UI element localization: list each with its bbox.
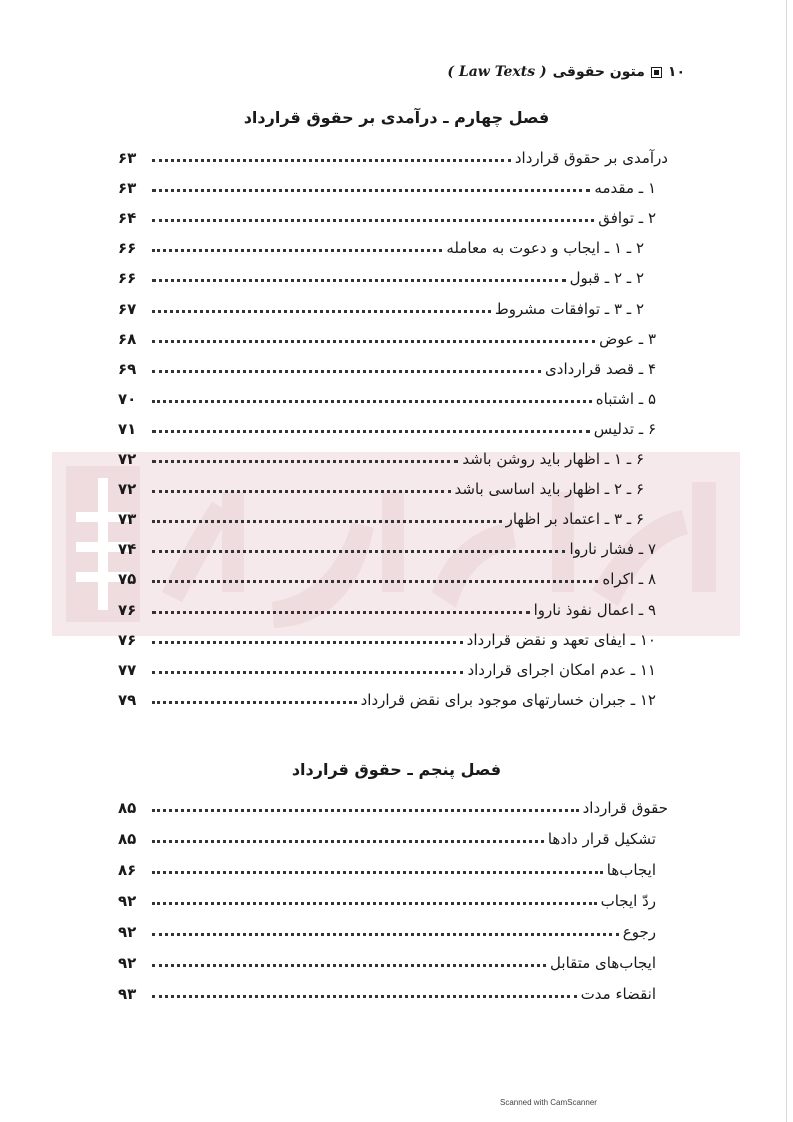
toc-entry-page: ۷۱ bbox=[118, 419, 137, 438]
toc-entry-page: ۷۵ bbox=[118, 570, 137, 589]
toc-entry-title: ایجاب‌های متقابل bbox=[550, 954, 656, 972]
toc-entry-title: ۱۲ ـ جبران خسارتهای موجود برای نقض قرارداد bbox=[360, 690, 656, 709]
toc-entry-page: ۹۳ bbox=[118, 985, 137, 1003]
dot-leader bbox=[152, 370, 541, 373]
toc-entry bbox=[118, 230, 668, 260]
toc-entry-title: حقوق قرارداد bbox=[582, 799, 668, 817]
dot-leader bbox=[152, 249, 442, 252]
toc-entry-page: ۷۶ bbox=[118, 630, 137, 649]
toc-entry-title: تشکیل قرار دادها bbox=[547, 830, 656, 848]
toc-entry bbox=[118, 883, 668, 913]
toc-entry-title: ۱۱ ـ عدم امکان اجرای قرارداد bbox=[467, 660, 656, 679]
dot-leader bbox=[152, 611, 530, 614]
toc-entry bbox=[118, 914, 668, 944]
book-title-english: ( Law Texts ) bbox=[447, 64, 547, 80]
dot-leader bbox=[152, 189, 590, 192]
toc-entry-title: ۲ ـ ۳ ـ توافقات مشروط bbox=[494, 299, 644, 318]
toc-entry bbox=[118, 200, 668, 230]
toc-entry-title: ۲ ـ ۲ ـ قبول bbox=[569, 269, 644, 288]
toc-entry-title: ۱۰ ـ ایفای تعهد و نقض قرارداد bbox=[466, 630, 656, 649]
toc-entry-title: درآمدی بر حقوق قرارداد bbox=[514, 149, 668, 167]
page-number: ۱۰ bbox=[667, 64, 685, 80]
toc-entry-page: ۹۲ bbox=[118, 954, 137, 972]
toc-entry-page: ۷۷ bbox=[118, 660, 137, 679]
toc-entry-title: ۹ ـ اعمال نفوذ ناروا bbox=[533, 600, 656, 619]
toc-entry-page: ۶۷ bbox=[118, 299, 137, 318]
toc-entry-title: ۲ ـ ۱ ـ ایجاب و دعوت به معامله bbox=[446, 239, 644, 258]
running-header bbox=[447, 64, 685, 80]
toc-entry bbox=[118, 852, 668, 882]
toc-entry-page: ۸۶ bbox=[118, 861, 137, 879]
toc-entry-page: ۷۲ bbox=[118, 450, 137, 468]
toc-entry-page: ۶۶ bbox=[118, 239, 137, 258]
toc-entry-title: انقضاء مدت bbox=[580, 985, 656, 1003]
toc-entry bbox=[118, 140, 668, 170]
toc-entry bbox=[118, 682, 668, 712]
toc-entry bbox=[118, 561, 668, 591]
toc-entry-page: ۸۵ bbox=[118, 830, 137, 848]
toc-entry bbox=[118, 351, 668, 381]
toc-entry-title: ۴ ـ قصد قراردادی bbox=[545, 359, 656, 378]
dot-leader bbox=[152, 840, 544, 843]
toc-entry-title: ۶ ـ ۲ ـ اظهار باید اساسی باشد bbox=[454, 480, 644, 499]
toc-entry bbox=[118, 321, 668, 351]
scanner-footer: Scanned with CamScanner bbox=[500, 1098, 597, 1107]
toc-entry bbox=[118, 821, 668, 851]
toc-entry bbox=[118, 945, 668, 975]
dot-leader bbox=[152, 279, 566, 282]
dot-leader bbox=[152, 550, 565, 553]
dot-leader bbox=[152, 460, 458, 463]
toc-entry-page: ۷۰ bbox=[118, 389, 137, 408]
toc-entry bbox=[118, 976, 668, 1006]
dot-leader bbox=[152, 580, 598, 583]
dot-leader bbox=[152, 871, 603, 874]
toc-entry-title: ۸ ـ اکراه bbox=[602, 570, 656, 589]
book-title: متون حقوقی bbox=[552, 64, 645, 80]
toc-entry-page: ۶۴ bbox=[118, 209, 137, 228]
toc-entry bbox=[118, 652, 668, 682]
dot-leader bbox=[152, 430, 590, 433]
toc-entry-page: ۷۹ bbox=[118, 690, 137, 709]
toc-entry-page: ۷۴ bbox=[118, 540, 137, 559]
page-edge bbox=[786, 0, 787, 1122]
dot-leader bbox=[152, 400, 592, 403]
dot-leader bbox=[152, 902, 597, 905]
toc-entry-title: ۳ ـ عوض bbox=[599, 329, 656, 348]
toc-entry-title: ایجاب‌ها bbox=[606, 861, 656, 879]
toc-entry bbox=[118, 291, 668, 321]
section-title: فصل پنجم ـ حقوق قرارداد bbox=[291, 760, 502, 779]
dot-leader bbox=[152, 671, 463, 674]
square-bullet-icon bbox=[651, 67, 662, 78]
toc-entry-page: ۶۳ bbox=[118, 149, 137, 167]
toc-entry bbox=[118, 622, 668, 652]
toc-entry bbox=[118, 260, 668, 290]
dot-leader bbox=[152, 490, 451, 493]
dot-leader bbox=[152, 809, 579, 812]
toc-entry-page: ۹۲ bbox=[118, 923, 137, 941]
toc-entry bbox=[118, 531, 668, 561]
toc-entry bbox=[118, 411, 668, 441]
dot-leader bbox=[152, 995, 577, 998]
toc-entry bbox=[118, 790, 668, 820]
toc-entry-title: ۷ ـ فشار ناروا bbox=[569, 540, 656, 559]
toc-entry-page: ۶۳ bbox=[118, 179, 137, 198]
toc-entry-page: ۸۵ bbox=[118, 799, 137, 817]
dot-leader bbox=[152, 641, 463, 644]
dot-leader bbox=[152, 340, 595, 343]
toc-entry bbox=[118, 441, 668, 471]
toc-entry-title: ۶ ـ ۳ ـ اعتماد بر اظهار bbox=[505, 510, 644, 529]
toc-entry-title: ۱ ـ مقدمه bbox=[594, 179, 656, 198]
toc-entry-page: ۶۸ bbox=[118, 329, 137, 348]
toc-entry-title: رجوع bbox=[622, 923, 656, 941]
toc-entry-page: ۶۶ bbox=[118, 269, 137, 288]
toc-entry-title: ردّ ایجاب bbox=[600, 892, 656, 910]
toc-entry-page: ۶۹ bbox=[118, 359, 137, 378]
toc-entry bbox=[118, 471, 668, 501]
toc-entry-page: ۹۲ bbox=[118, 892, 137, 910]
toc-entry-title: ۶ ـ ۱ ـ اظهار باید روشن باشد bbox=[462, 450, 644, 468]
toc-entry bbox=[118, 501, 668, 531]
dot-leader bbox=[152, 933, 619, 936]
toc-entry-page: ۷۶ bbox=[118, 600, 137, 619]
toc-entry bbox=[118, 170, 668, 200]
section-title: فصل چهارم ـ درآمدی بر حقوق قرارداد bbox=[243, 108, 550, 127]
toc-entry bbox=[118, 592, 668, 622]
dot-leader bbox=[152, 520, 502, 523]
dot-leader bbox=[152, 310, 491, 313]
dot-leader bbox=[152, 964, 546, 967]
dot-leader bbox=[152, 219, 594, 222]
toc-entry-page: ۷۳ bbox=[118, 510, 137, 529]
toc-entry-title: ۲ ـ توافق bbox=[598, 209, 656, 228]
toc-entry-page: ۷۲ bbox=[118, 480, 137, 499]
toc-entry-title: ۵ ـ اشتباه bbox=[595, 389, 656, 408]
toc-entry bbox=[118, 381, 668, 411]
dot-leader bbox=[152, 159, 511, 162]
toc-entry-title: ۶ ـ تدلیس bbox=[593, 419, 656, 438]
dot-leader bbox=[152, 701, 357, 704]
